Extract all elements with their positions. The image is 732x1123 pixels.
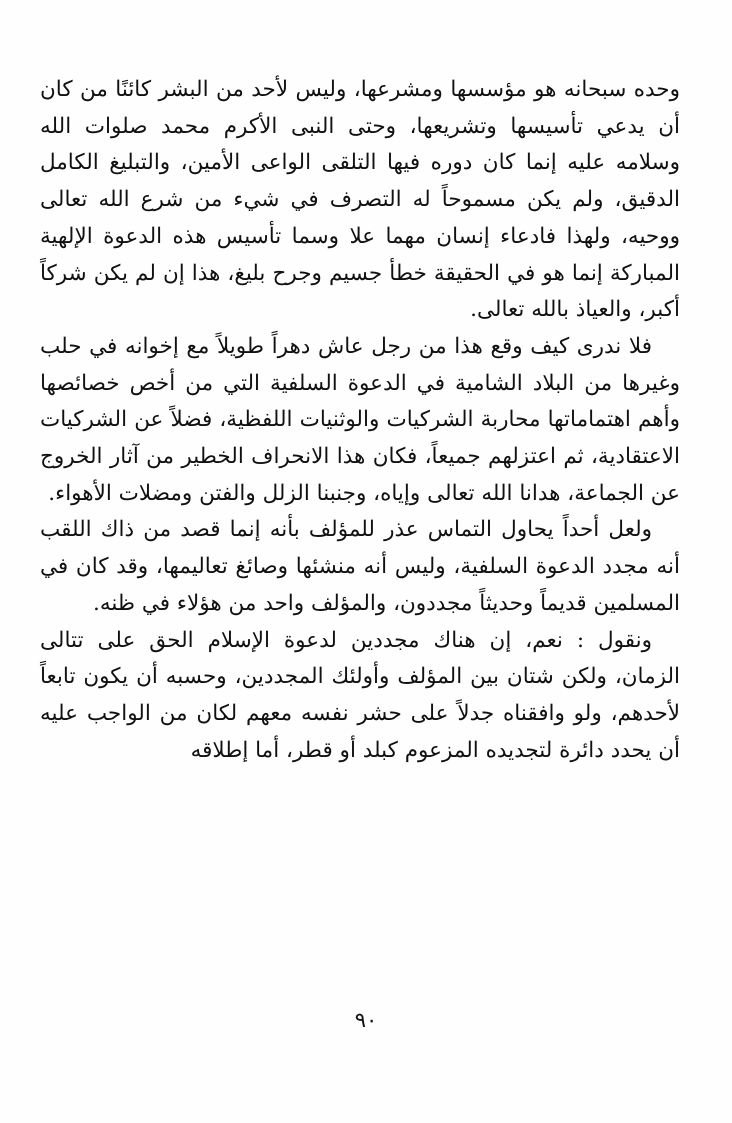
paragraph-3: ولعل أحداً يحاول التماس عذر للمؤلف بأنه إنما قصد من ذاك اللقب أنه مجدد الدعوة السلفية، وليس أنه منشئها وصائغ تعاليمها، وقد كان في المسلمين قديماً وحديثاً مجددون، والمؤلف واحد من هؤلاء في ظنه. <box>40 517 680 616</box>
paragraph-1: وحده سبحانه هو مؤسسها ومشرعها، وليس لأحد من البشر كائنًا من كان أن يدعي تأسيسها وتشريعها، وحتى النبى الأكرم محمد صلوات الله وسلامه عليه إنما كان دوره فيها التلقى الواعى الأمين، والتبليغ الكامل الدقيق، ولم يكن مسموحاً له التصرف في شيء من شرع الله تعالى ووحيه، ولهذا فادعاء إنسان مهما علا وسما تأسيس هذه الدعوة الإلهية المباركة إنما هو في الحقيقة خطأ جسيم وجرح بليغ، هذا إن لم يكن شركاً أكبر، والعياذ بالله تعالى. <box>40 77 680 323</box>
paragraph-2: فلا ندرى كيف وقع هذا من رجل عاش دهراً طويلاً مع إخوانه في حلب وغيرها من البلاد الشامية في الدعوة السلفية التي من أخص خصائصها وأهم اهتماماتها محاربة الشركيات والوثنيات اللفظية، فضلاً عن الشركيات الاعتقادية، ثم اعتزلهم جميعاً، فكان هذا الانحراف الخطير من آثار الخروج عن الجماعة، هدانا الله تعالى وإياه، وجنبنا الزلل والفتن ومضلات الأهواء. <box>40 333 680 506</box>
paragraph-4: ونقول : نعم، إن هناك مجددين لدعوة الإسلام الحق على تتالى الزمان، ولكن شتان بين المؤلف وأولئك المجددين، وحسبه أن يكون تابعاً لأحدهم، ولو وافقناه جدلاً على حشر نفسه معهم لكان من الواجب عليه أن يحدد دائرة لتجديده المزعوم كبلد أو قطر، أما إطلاقه <box>40 627 680 763</box>
body-text <box>40 72 680 769</box>
page-number: ٩٠ <box>354 1008 378 1032</box>
